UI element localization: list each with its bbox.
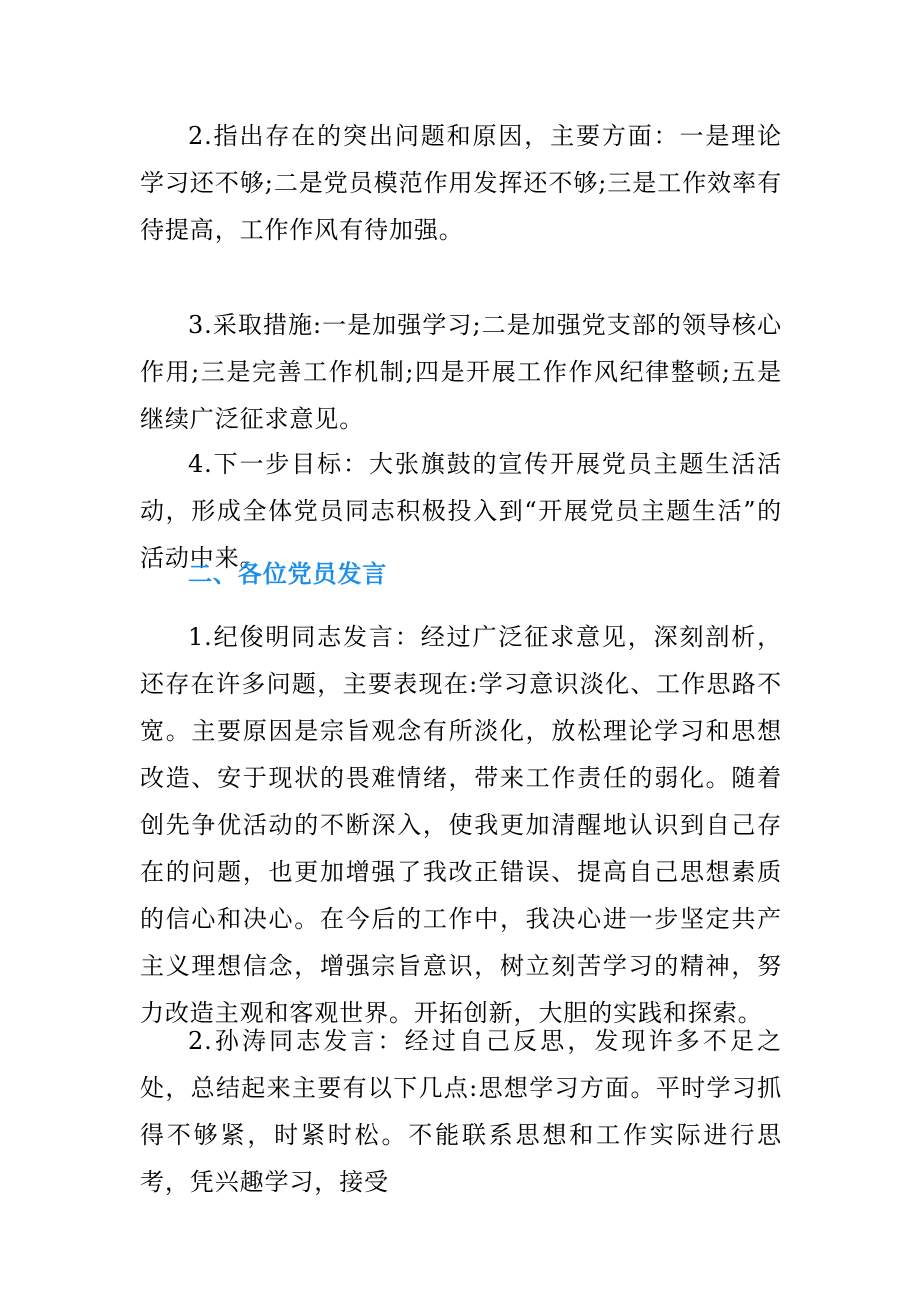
paragraph-speech-ji-junming: 1.纪俊明同志发言：经过广泛征求意见，深刻剖析，还存在许多问题，主要表现在:学习意识淡化、工作思路不宽。主要原因是宗旨观念有所淡化，放松理论学习和思想改造、安于现状的畏难情绪，带来工作责任的弱化。随着创先争优活动的不断深入，使我更加清醒地认识到自己存在的问题，也更加增强了我改正错误、提高自己思想素质的信心和决心。在今后的工作中，我决心进一步坚定共产主义理想信念，增强宗旨意识，树立刻苦学习的精神，努力改造主观和客观世界。开拓创新，大胆的实践和探索。 <box>140 623 782 1027</box>
paragraph-speech-sun-tao: 2.孙涛同志发言：经过自己反思，发现许多不足之处，总结起来主要有以下几点:思想学习方面。平时学习抓得不够紧，时紧时松。不能联系思想和工作实际进行思考，凭兴趣学习，接受 <box>140 1027 782 1196</box>
paragraph-problems-and-causes: 2.指出存在的突出问题和原因，主要方面：一是理论学习还不够;二是党员模范作用发挥还不够;三是工作效率有待提高，工作作风有待加强。 <box>140 122 782 244</box>
section-heading-member-speeches: 二、各位党员发言 <box>188 560 388 588</box>
paragraph-measures: 3.采取措施:一是加强学习;二是加强党支部的领导核心作用;三是完善工作机制;四是开展工作作风纪律整顿;五是继续广泛征求意见。 <box>140 311 782 433</box>
paragraph-next-goal: 4.下一步目标：大张旗鼓的宣传开展党员主题生活活动，形成全体党员同志积极投入到“开展党员主题生活”的活动中来。 <box>140 450 782 572</box>
